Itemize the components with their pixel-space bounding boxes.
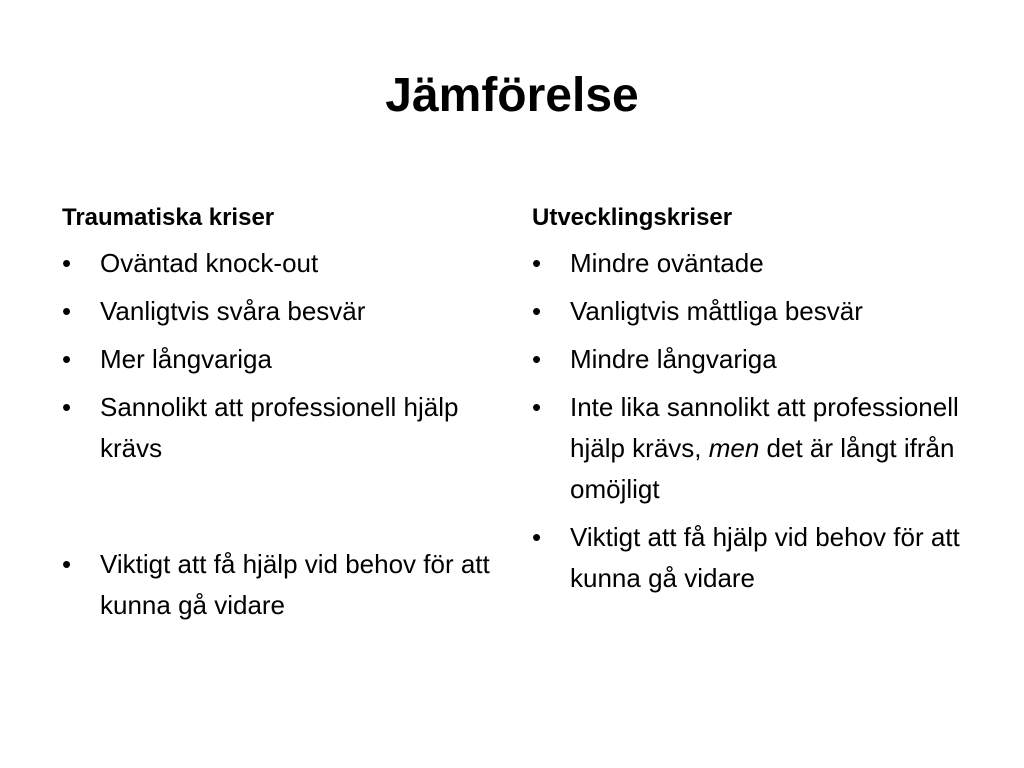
list-item [62,243,502,284]
list-item [532,243,982,284]
slide-title: Jämförelse [385,69,639,122]
list-item [62,339,502,380]
list-item [62,291,502,332]
bullet-text: Viktigt att få hjälp vid behov för att kunna gå vidare [100,549,490,620]
bullet-icon: • [532,392,542,422]
right-bullet-list [532,243,982,599]
bullet-icon: • [62,344,72,374]
bullet-icon: • [532,248,542,278]
left-column-heading: Traumatiska kriser [62,204,275,231]
bullet-icon: • [532,344,542,374]
bullet-icon: • [62,392,72,422]
bullet-icon: • [62,296,72,326]
right-column [532,197,982,606]
bullet-icon: • [62,248,72,278]
left-column [62,197,502,633]
list-item [532,339,982,380]
bullet-text: Vanligtvis måttliga besvär [570,296,863,326]
bullet-text-after: det är långt ifrån omöjligt [570,433,955,504]
right-column-heading: Utvecklingskriser [532,204,733,231]
bullet-icon: • [532,296,542,326]
bullet-text: Mer långvariga [100,344,272,374]
bullet-text: Sannolikt att professionell hjälp krävs [100,392,459,463]
bullet-text: Viktigt att få hjälp vid behov för att kunna gå vidare [570,522,960,593]
bullet-text: Vanligtvis svåra besvär [100,296,366,326]
bullet-icon: • [532,522,542,552]
bullet-text-before: Inte lika sannolikt att professionell hjälp krävs, [570,392,959,463]
bullet-text: Mindre långvariga [570,344,777,374]
left-bullet-list [62,243,502,626]
list-item [532,291,982,332]
list-item [532,387,982,510]
bullet-text: Mindre oväntade [570,248,764,278]
list-item [62,387,502,469]
bullet-text: Oväntad knock-out [100,248,319,278]
list-item [532,517,982,599]
list-item [62,544,502,626]
bullet-text-emphasis: men [708,433,760,463]
bullet-icon: • [62,549,72,579]
bullet-text [570,392,959,504]
